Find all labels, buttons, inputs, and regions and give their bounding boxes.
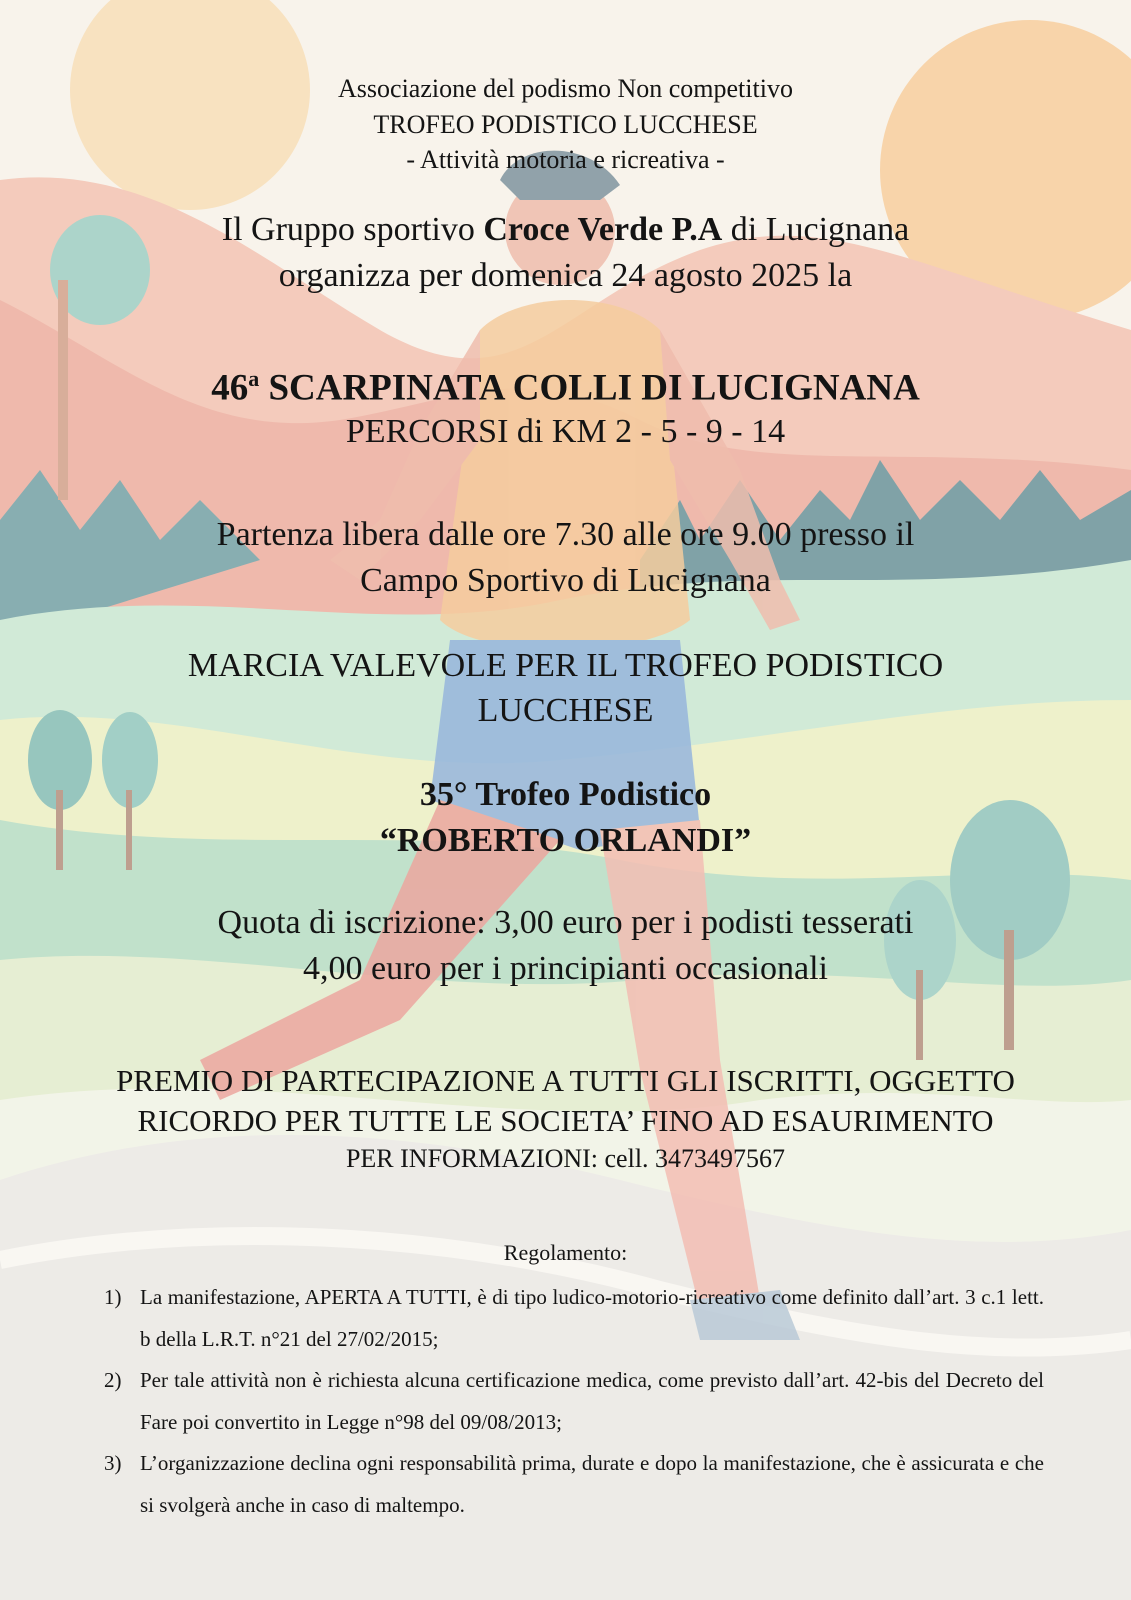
rule-text: L’organizzazione declina ogni responsabilità prima, durate e dopo la manifestazione, che è assicurata e che si svolgerà anche in caso di maltempo. [140, 1451, 1044, 1517]
rule-number: 1) [104, 1285, 122, 1309]
event-title-text: SCARPINATA COLLI DI LUCIGNANA [259, 367, 920, 409]
rule-text: Per tale attività non è richiesta alcuna certificazione medica, come previsto dall’art. 42-bis del Decreto del Fare poi convertito in Legge n°98 del 09/08/2013; [140, 1368, 1044, 1434]
fee-beginners: 4,00 euro per i principianti occasionali [303, 950, 828, 987]
trophy-name: 35° Trofeo Podistico [419, 776, 712, 813]
organizer-line [0, 211, 1131, 249]
trophy-dedication: “ROBERTO ORLANDI” [379, 822, 752, 859]
event-date: organizza per domenica 24 agosto 2025 la [278, 257, 853, 294]
fee-members: Quota di iscrizione: 3,00 euro per i podisti tesserati [217, 904, 914, 941]
rule-number: 3) [104, 1451, 122, 1475]
organizer-pre: Il Gruppo sportivo [221, 211, 484, 248]
rules-title: Regolamento: [503, 1240, 628, 1265]
prize-line2: RICORDO PER TUTTE LE SOCIETA’ FINO AD ESAURIMENTO [137, 1103, 994, 1138]
rule-item [104, 1359, 1044, 1443]
start-location: Campo Sportivo di Lucignana [360, 562, 771, 599]
contact-info: PER INFORMAZIONI: cell. 3473497567 [345, 1144, 786, 1173]
activity-type: - Attività motoria e ricreativa - [406, 145, 725, 174]
trophy-series-name: TROFEO PODISTICO LUCCHESE [373, 110, 758, 139]
rule-number: 2) [104, 1368, 122, 1392]
association-name: Associazione del podismo Non competitivo [338, 74, 793, 103]
prize-line1: PREMIO DI PARTECIPAZIONE A TUTTI GLI ISCRITTI, OGGETTO [116, 1063, 1015, 1098]
event-title [0, 366, 1131, 409]
rule-text: La manifestazione, APERTA A TUTTI, è di tipo ludico-motorio-ricreativo come definito dall’art. 3 c.1 lett. b della L.R.T. n°21 del 27/02/2015; [140, 1285, 1044, 1351]
valid-for-line2: LUCCHESE [477, 692, 654, 729]
start-info: Partenza libera dalle ore 7.30 alle ore 9.00 presso il [216, 516, 915, 553]
valid-for-line1: MARCIA VALEVOLE PER IL TROFEO PODISTICO [187, 647, 944, 684]
rule-item [104, 1442, 1044, 1526]
event-edition-sup: a [248, 366, 260, 391]
organizer-post: di Lucignana [722, 211, 910, 248]
routes: PERCORSI di KM 2 - 5 - 9 - 14 [345, 413, 786, 450]
rule-item [104, 1276, 1044, 1360]
organizer-group: Croce Verde P.A [483, 211, 723, 248]
event-edition: 46 [211, 367, 249, 409]
